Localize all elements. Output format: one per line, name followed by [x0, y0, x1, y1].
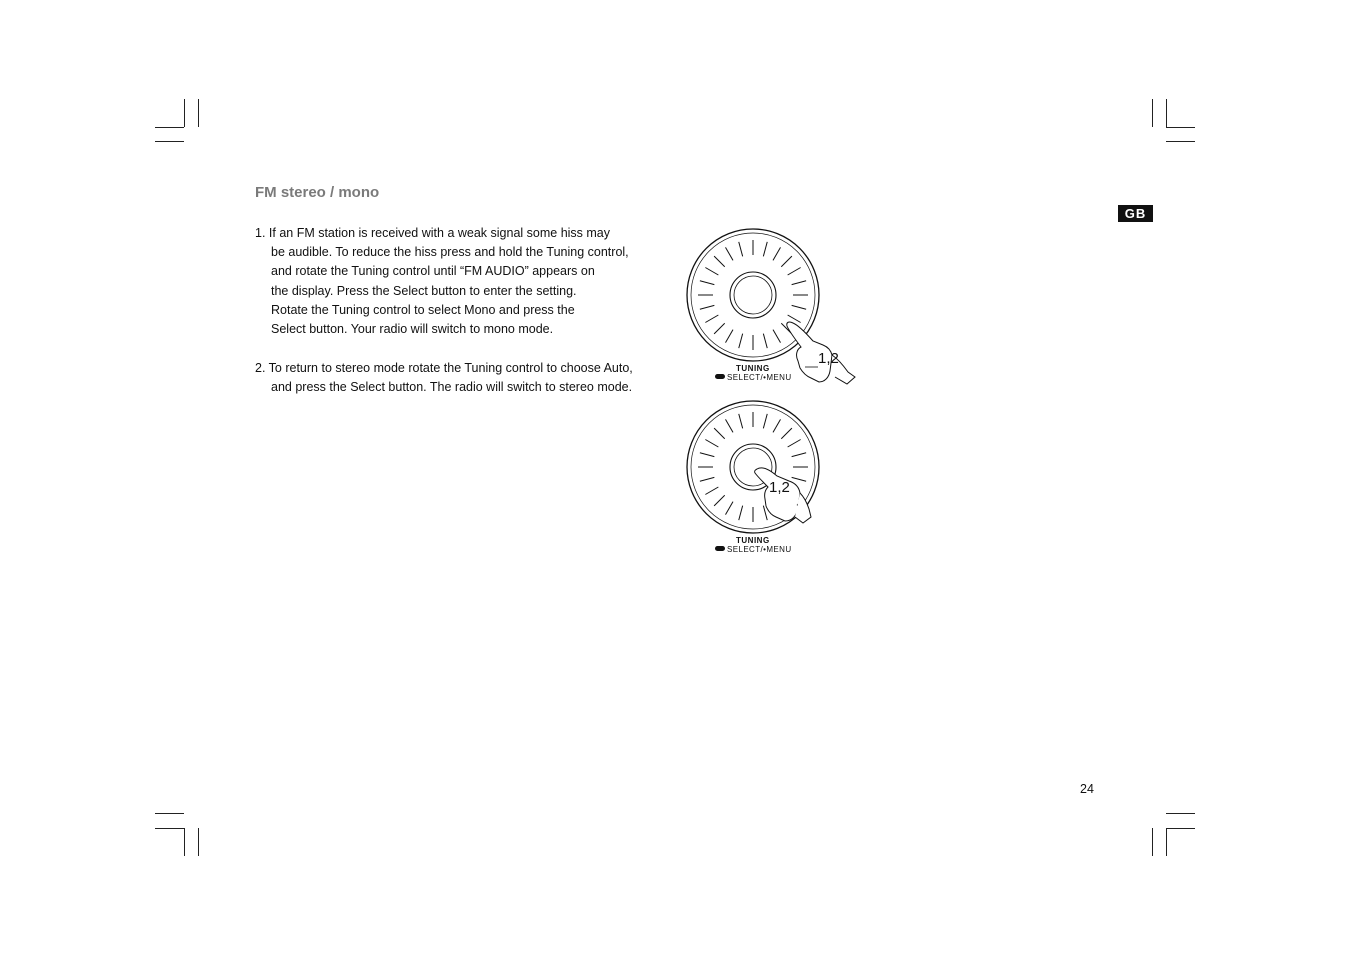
- step-line: and press the Select button. The radio will switch to stereo mode.: [271, 380, 633, 395]
- knob-tick: [700, 477, 714, 481]
- knob-tick: [726, 419, 734, 432]
- step-line: 1. If an FM station is received with a weak signal some hiss may: [255, 226, 611, 240]
- crop-mark: [155, 828, 184, 829]
- knob-tick: [763, 414, 767, 428]
- crop-mark: [198, 99, 199, 127]
- knob-tick: [792, 305, 806, 309]
- select-button-icon: [715, 546, 725, 551]
- knob-tick: [714, 428, 725, 439]
- step-line: be audible. To reduce the hiss press and hold the Tuning control,: [271, 245, 629, 260]
- knob-tick: [788, 315, 801, 323]
- crop-mark: [1166, 828, 1167, 856]
- knob-tick: [763, 242, 767, 256]
- crop-mark: [184, 99, 185, 127]
- instruction-step: [255, 359, 675, 397]
- knob-tick: [792, 453, 806, 457]
- select-menu-text: SELECT/•MENU: [727, 373, 792, 382]
- knob-tick: [792, 281, 806, 285]
- knob-tick: [726, 247, 734, 260]
- tuning-knob-rotate-figure: [685, 227, 865, 387]
- knob-tick: [773, 330, 781, 343]
- figure-step-label: 1,2: [769, 479, 790, 496]
- language-tab: GB: [1118, 205, 1153, 222]
- knob-tick: [705, 440, 718, 448]
- knob-tick: [726, 502, 734, 515]
- knob-tick: [788, 440, 801, 448]
- knob-tick: [739, 242, 743, 256]
- crop-mark: [1166, 127, 1195, 128]
- crop-mark: [155, 813, 184, 814]
- knob-tick: [788, 268, 801, 276]
- step-line: Select button. Your radio will switch to mono mode.: [271, 321, 554, 336]
- crop-mark: [198, 828, 199, 856]
- step-line: 2. To return to stereo mode rotate the Tuning control to choose Auto,: [255, 361, 633, 376]
- knob-tick: [705, 315, 718, 323]
- crop-mark: [1166, 141, 1195, 142]
- step-line: Rotate the Tuning control to select Mono and press the: [271, 302, 575, 317]
- knob-tick: [763, 334, 767, 348]
- tuning-knob-press-figure: [685, 399, 865, 559]
- crop-mark: [184, 828, 185, 856]
- tuning-label: TUNING: [736, 364, 770, 373]
- figure-step-label: 1,2: [818, 350, 839, 367]
- crop-mark: [1152, 828, 1153, 856]
- crop-mark: [155, 127, 184, 128]
- knob-tick: [773, 247, 781, 260]
- knob-tick: [739, 414, 743, 428]
- knob-tick: [739, 506, 743, 520]
- knob-tick: [700, 453, 714, 457]
- knob-tick: [714, 256, 725, 267]
- select-menu-label: [715, 545, 792, 554]
- select-menu-label: [715, 373, 792, 382]
- instruction-steps: [255, 224, 675, 418]
- section-heading: FM stereo / mono: [255, 184, 380, 201]
- step-line: and rotate the Tuning control until “FM AUDIO” appears on: [271, 264, 595, 279]
- knob-tick: [714, 495, 725, 506]
- select-menu-text: SELECT/•MENU: [727, 545, 792, 554]
- page-number: 24: [1080, 782, 1094, 796]
- knob-tick: [726, 330, 734, 343]
- knob-tick: [773, 419, 781, 432]
- knob-tick: [739, 334, 743, 348]
- knob-tick: [792, 477, 806, 481]
- crop-mark: [1166, 813, 1195, 814]
- crop-mark: [155, 141, 184, 142]
- select-button-icon: [715, 374, 725, 379]
- tuning-label: TUNING: [736, 536, 770, 545]
- knob-tick: [705, 268, 718, 276]
- crop-mark: [1152, 99, 1153, 127]
- knob-tick: [781, 256, 792, 267]
- crop-mark: [1166, 828, 1195, 829]
- knob-tick: [714, 323, 725, 334]
- knob-tick: [700, 305, 714, 309]
- crop-mark: [1166, 99, 1167, 127]
- knob-tick: [705, 487, 718, 495]
- instruction-step: [255, 224, 675, 339]
- knob-tick: [781, 428, 792, 439]
- step-line: the display. Press the Select button to enter the setting.: [271, 283, 577, 298]
- knob-tick: [700, 281, 714, 285]
